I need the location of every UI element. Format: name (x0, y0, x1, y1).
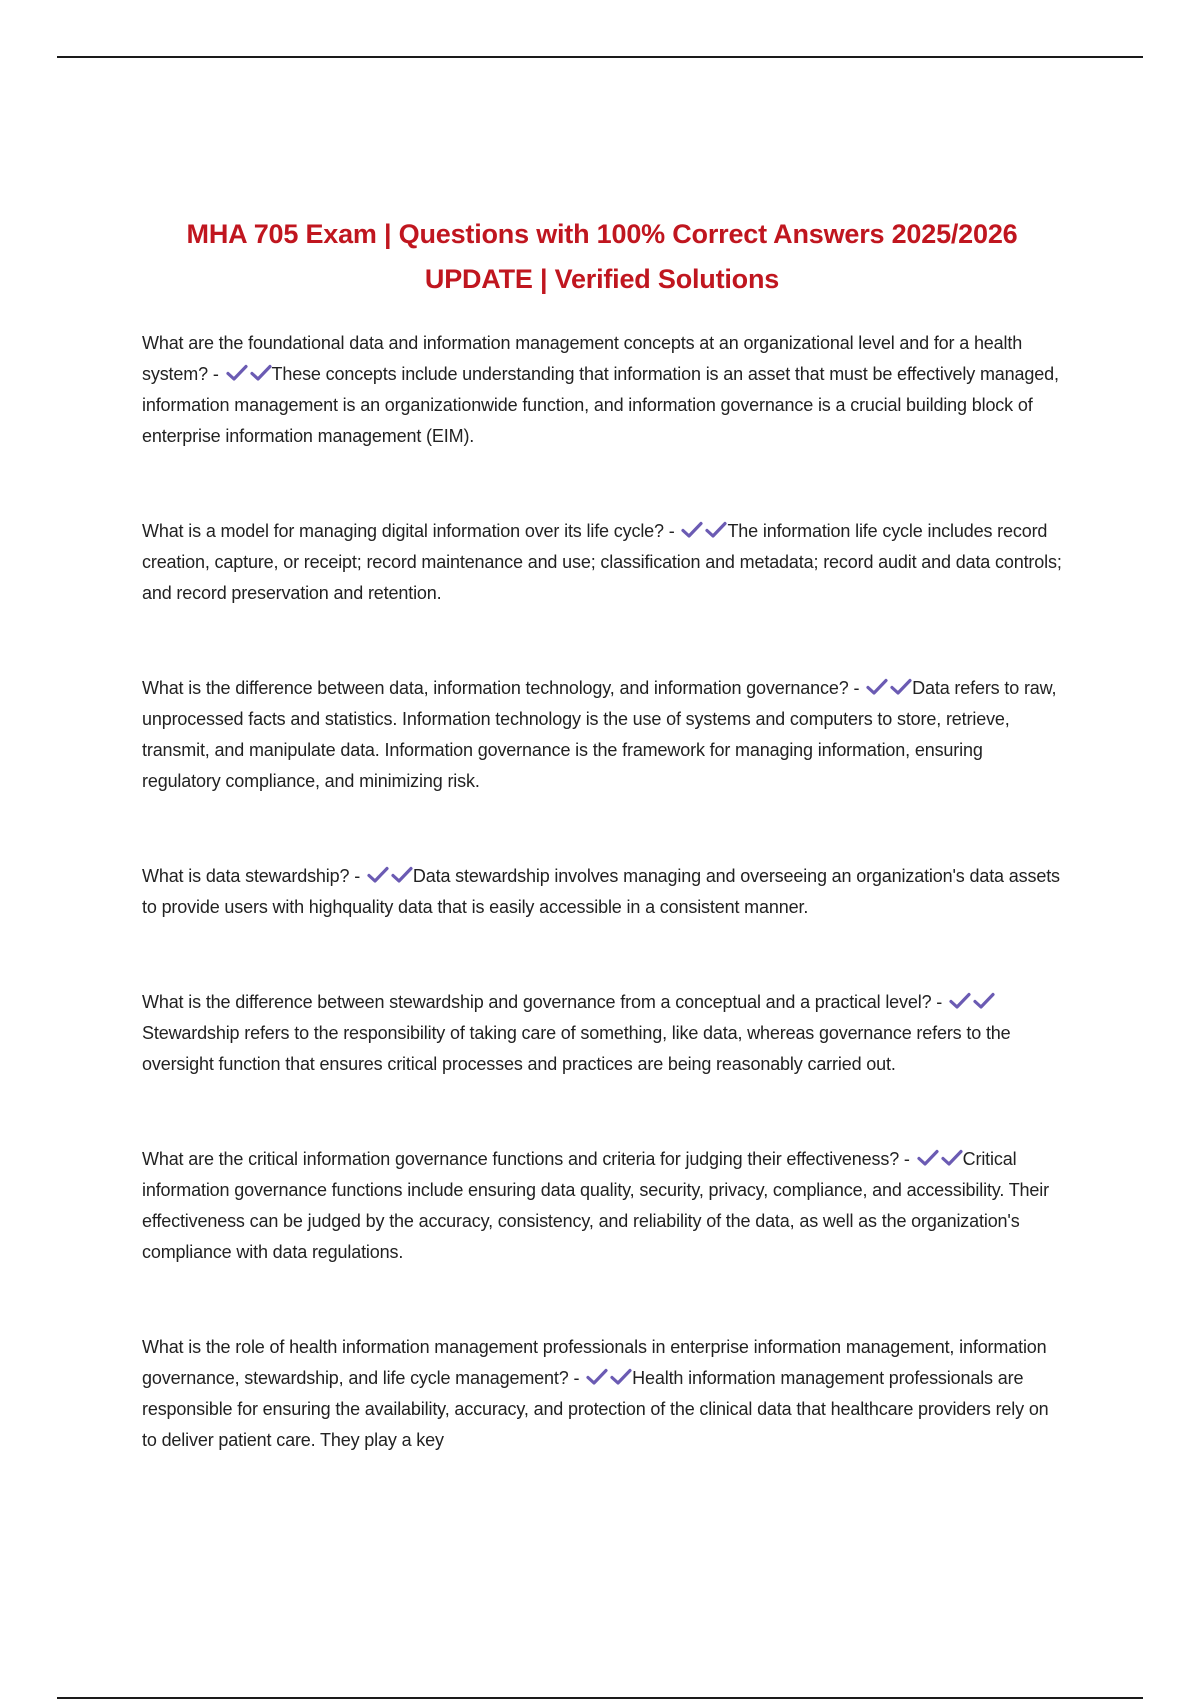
question-text: What is the role of health information management professionals in enterprise information management, information governance, stewardship, and life cycle management? (142, 1337, 1047, 1388)
document-title: MHA 705 Exam | Questions with 100% Correct Answers 2025/2026 UPDATE | Verified Solutions (186, 219, 1018, 294)
answer-text: These concepts include understanding that information is an asset that must be effectively managed, information management is an organizationwide function, and information governance is a crucial building block of enterprise information management (EIM). (142, 364, 1059, 446)
answer-text: Critical information governance functions include ensuring data quality, security, privacy, compliance, and accessibility. Their effectiveness can be judged by the accuracy, consistency, and reliability of the data, as well as the organization's compliance with data regulations. (142, 1149, 1049, 1262)
answer-text: Health information management professionals are responsible for ensuring the availability, accuracy, and protection of the clinical data that healthcare providers rely on to deliver patient care. They play a key (142, 1368, 1049, 1450)
question-text: What is the difference between data, information technology, and information governance? (142, 678, 849, 698)
checkmark-icon (250, 364, 272, 382)
question-text: What are the foundational data and information management concepts at an organizational level and for a health system? (142, 333, 1023, 384)
checkmark-icon (610, 1368, 632, 1386)
qa-item (142, 987, 1062, 1080)
answer-text: Data refers to raw, unprocessed facts and statistics. Information technology is the use of systems and computers to store, retrieve, transmit, and manipulate data. Information governance is the framework for managing information, ensuring regulatory compliance, and minimizing risk. (142, 678, 1057, 791)
qa-item (142, 1144, 1062, 1268)
answer-text: The information life cycle includes record creation, capture, or receipt; record maintenance and use; classification and metadata; record audit and data controls; and record preservation and retention. (142, 521, 1062, 603)
qa-item (142, 516, 1062, 609)
qa-item (142, 328, 1062, 452)
checkmark-icon (973, 992, 995, 1010)
checkmark-icon (866, 678, 888, 696)
qa-separator: - (899, 1149, 915, 1169)
qa-item (142, 1332, 1062, 1456)
checkmark-icon (367, 866, 389, 884)
question-text: What is data stewardship? (142, 866, 350, 886)
qa-separator: - (931, 992, 947, 1012)
qa-separator: - (848, 678, 865, 698)
qa-separator: - (663, 521, 680, 541)
question-text: What is a model for managing digital information over its life cycle? (142, 521, 664, 541)
bottom-rule (57, 1697, 1143, 1699)
question-text: What is the difference between stewardship and governance from a conceptual and a practical level? (142, 992, 932, 1012)
qa-item (142, 861, 1062, 923)
checkmark-icon (681, 521, 703, 539)
checkmark-icon (941, 1149, 963, 1167)
qa-item (142, 673, 1062, 797)
qa-separator: - (349, 866, 365, 886)
checkmark-icon (586, 1368, 608, 1386)
answer-text: Data stewardship involves managing and overseeing an organization's data assets to provide users with highquality data that is easily accessible in a consistent manner. (142, 866, 1060, 917)
checkmark-icon (917, 1149, 939, 1167)
qa-separator: - (207, 364, 224, 384)
checkmark-icon (949, 992, 971, 1010)
checkmark-icon (391, 866, 413, 884)
checkmark-icon (705, 521, 727, 539)
checkmark-icon (226, 364, 248, 382)
top-rule (57, 56, 1143, 58)
checkmark-icon (890, 678, 912, 696)
answer-text: Stewardship refers to the responsibility of taking care of something, like data, whereas governance refers to the oversight function that ensures critical processes and practices are being reasonably carried out. (142, 1023, 1011, 1074)
document-body (142, 212, 1062, 1456)
question-text: What are the critical information governance functions and criteria for judging their effectiveness? (142, 1149, 900, 1169)
qa-separator: - (568, 1368, 585, 1388)
